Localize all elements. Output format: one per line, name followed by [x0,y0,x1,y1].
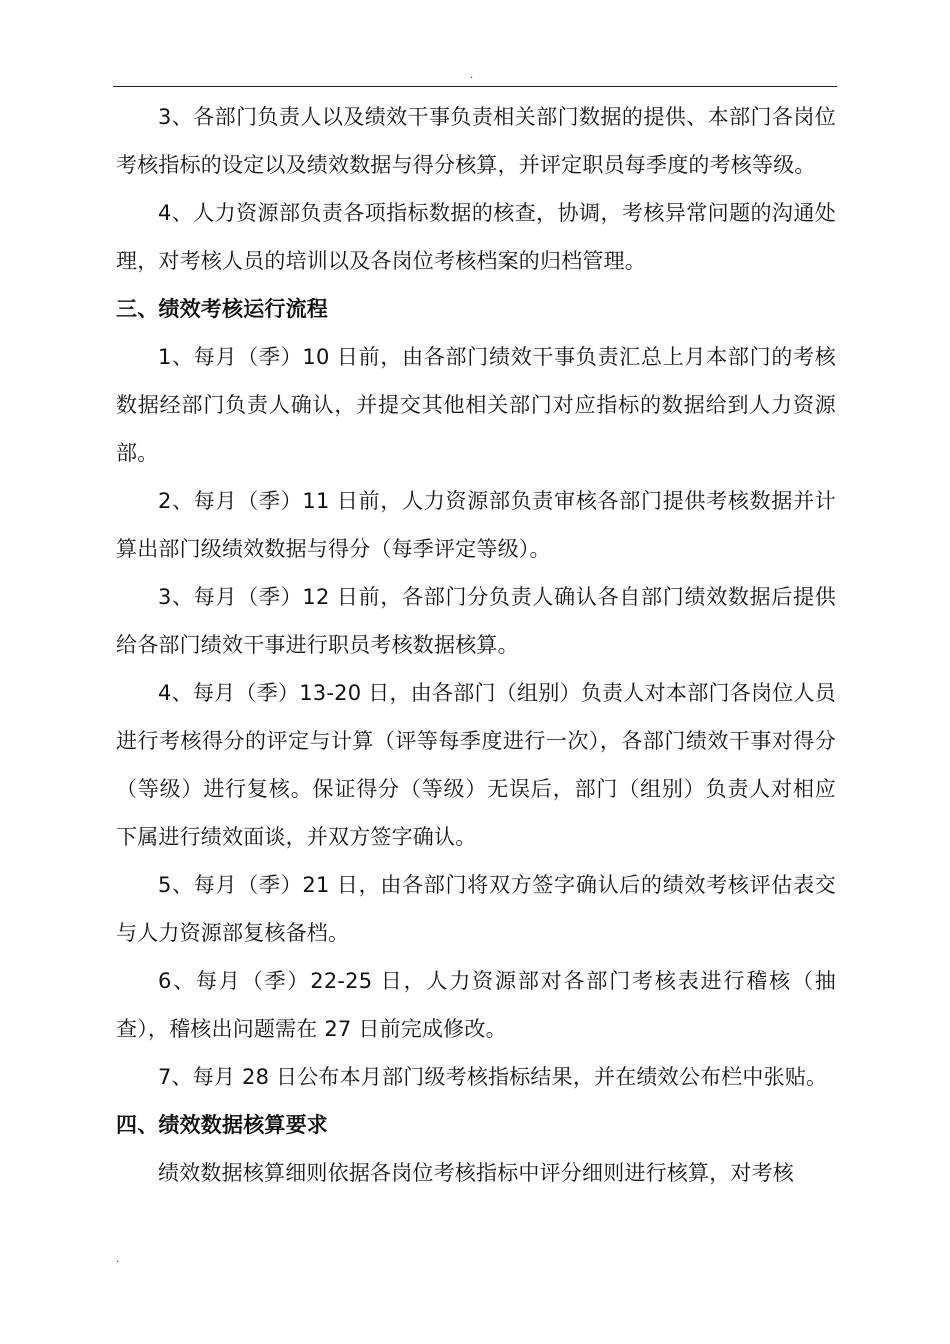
section-heading-calculation: 四、绩效数据核算要求 [116,1113,328,1137]
section-heading-process: 三、绩效考核运行流程 [116,297,328,321]
paragraph-hr-responsibility: 4、人力资源部负责各项指标数据的核查，协调，考核异常问题的沟通处理，对考核人员的培训以及各岗位考核档案的归档管理。 [116,201,836,273]
header-rule [113,86,837,87]
paragraph-step-4: 4、每月（季）13-20 日，由各部门（组别）负责人对本部门各岗位人员进行考核得分的评定与计算（评等每季度进行一次），各部门绩效干事对得分（等级）进行复核。保证得分（等级）无误后，部门（组别）负责人对相应下属进行绩效面谈，并双方签字确认。 [116,681,836,849]
paragraph-calculation-rules: 绩效数据核算细则依据各岗位考核指标中评分细则进行核算，对考核 [158,1161,794,1185]
paragraph-step-2: 2、每月（季）11 日前，人力资源部负责审核各部门提供考核数据并计算出部门级绩效数据与得分（每季评定等级）。 [116,489,836,561]
paragraph-step-7: 7、每月 28 日公布本月部门级考核指标结果，并在绩效公布栏中张贴。 [158,1065,828,1089]
paragraph-step-5: 5、每月（季）21 日，由各部门将双方签字确认后的绩效考核评估表交与人力资源部复核备档。 [116,873,836,945]
footer-marker: . [116,1254,120,1265]
document-body [116,93,836,1197]
paragraph-step-6: 6、每月（季）22-25 日，人力资源部对各部门考核表进行稽核（抽查），稽核出问题需在 27 日前完成修改。 [116,969,836,1041]
paragraph-step-3: 3、每月（季）12 日前，各部门分负责人确认各自部门绩效数据后提供给各部门绩效干事进行职员考核数据核算。 [116,585,836,657]
header-marker: . [470,70,474,81]
paragraph-step-1: 1、每月（季）10 日前，由各部门绩效干事负责汇总上月本部门的考核数据经部门负责人确认，并提交其他相关部门对应指标的数据给到人力资源部。 [116,345,836,465]
paragraph-dept-responsibility: 3、各部门负责人以及绩效干事负责相关部门数据的提供、本部门各岗位考核指标的设定以及绩效数据与得分核算，并评定职员每季度的考核等级。 [116,105,836,177]
